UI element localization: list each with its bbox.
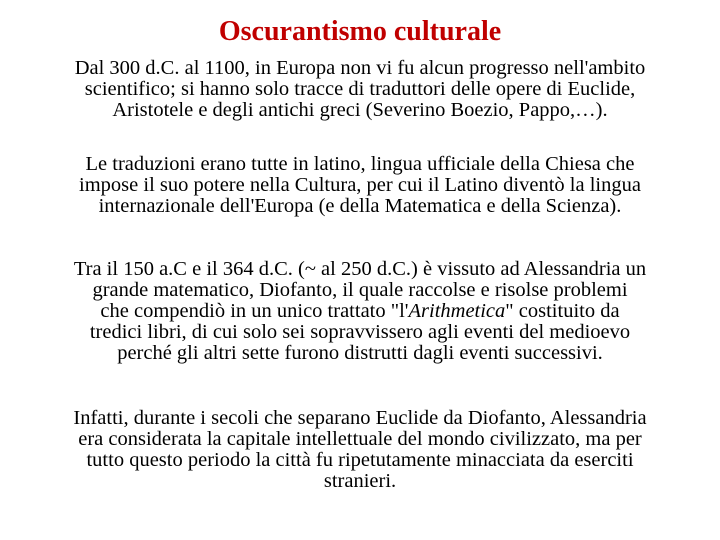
paragraph-line: Infatti, durante i secoli che separano Euclide da Diofanto, Alessandria [73, 407, 647, 429]
paragraph-line: Dal 300 d.C. al 1100, in Europa non vi fu alcun progresso nell'ambito [74, 57, 646, 79]
paragraph-line: scientifico; si hanno solo tracce di traduttori delle opere di Euclide, [84, 78, 636, 100]
book-title-arithmetica: Arithmetica [408, 300, 506, 322]
slide-title: Oscurantismo culturale [218, 16, 502, 47]
paragraph-latin-translations [18, 154, 702, 217]
paragraph-diophantus [14, 259, 706, 364]
paragraph-dark-ages [18, 58, 702, 121]
paragraph-line: grande matematico, Diofanto, il quale raccolse e risolse problemi [92, 279, 628, 301]
paragraph-line: Le traduzioni erano tutte in latino, lingua ufficiale della Chiesa che [85, 153, 635, 175]
paragraph-line: perché gli altri sette furono distrutti dagli eventi successivi. [117, 342, 603, 364]
paragraph-line: tutto questo periodo la città fu ripetutamente minacciata da eserciti [86, 449, 634, 471]
paragraph-line: Tra il 150 a.C e il 364 d.C. (~ al 250 d.C.) è vissuto ad Alessandria un [73, 258, 647, 280]
paragraph-line: stranieri. [323, 470, 397, 492]
paragraph-line: tredici libri, di cui solo sei sopravvissero agli eventi del medioevo [89, 321, 631, 343]
paragraph-alexandria [14, 408, 706, 492]
paragraph-line: Aristotele e degli antichi greci (Severino Boezio, Pappo,…). [112, 99, 608, 121]
paragraph-line: internazionale dell'Europa (e della Matematica e della Scienza). [98, 195, 622, 217]
paragraph-line: impose il suo potere nella Cultura, per cui il Latino diventò la lingua [79, 174, 641, 196]
paragraph-line-with-title [14, 301, 706, 322]
line-text: che compendiò in un unico trattato "l' [100, 300, 409, 322]
line-text: " costituito da [505, 300, 620, 322]
paragraph-line: era considerata la capitale intellettuale del mondo civilizzato, ma per [78, 428, 642, 450]
